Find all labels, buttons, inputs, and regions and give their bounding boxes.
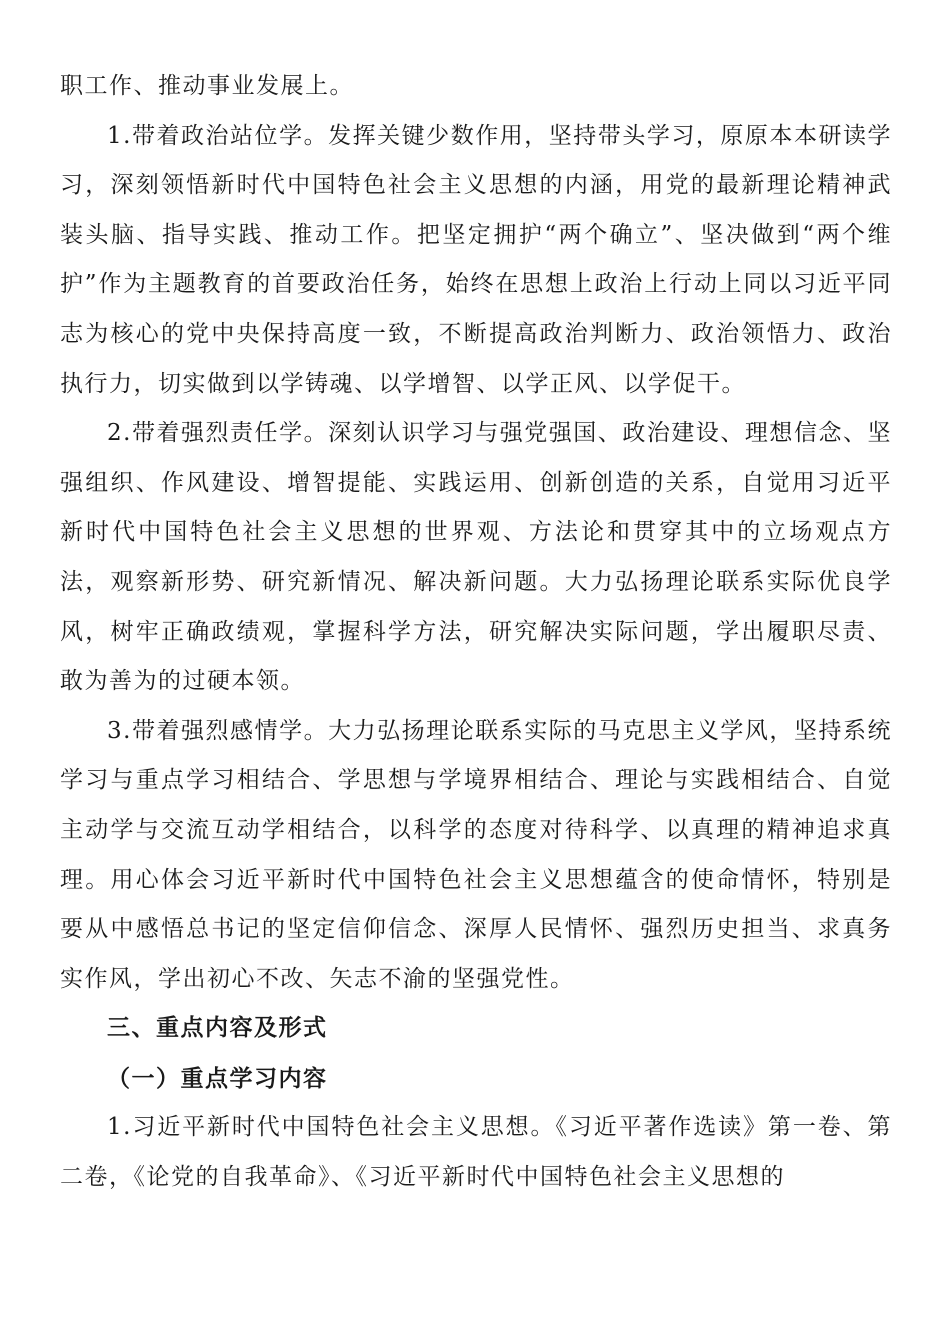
document-page bbox=[60, 62, 892, 1203]
paragraph-item-3: 3.带着强烈感情学。大力弘扬理论联系实际的马克思主义学风，坚持系统学习与重点学习相结合、学思想与学境界相结合、理论与实践相结合、自觉主动学与交流互动学相结合，以科学的态度对待科学、以真理的精神追求真理。用心体会习近平新时代中国特色社会主义思想蕴含的使命情怀，特别是要从中感悟总书记的坚定信仰信念、深厚人民情怀、强烈历史担当、求真务实作风，学出初心不改、矢志不渝的坚强党性。 bbox=[60, 717, 892, 992]
paragraph-item-1: 1.带着政治站位学。发挥关键少数作用，坚持带头学习，原原本本研读学习，深刻领悟新时代中国特色社会主义思想的内涵，用党的最新理论精神武装头脑、指导实践、推动工作。把坚定拥护“两个确立”、坚决做到“两个维护”作为主题教育的首要政治任务，始终在思想上政治上行动上同以习近平同志为核心的党中央保持高度一致，不断提高政治判断力、政治领悟力、政治执行力，切实做到以学铸魂、以学增智、以学正风、以学促干。 bbox=[60, 122, 892, 397]
paragraph-continuation: 职工作、推动事业发展上。 bbox=[60, 73, 354, 99]
paragraph-item-2: 2.带着强烈责任学。深刻认识学习与强党强国、政治建设、理想信念、坚强组织、作风建设、增智提能、实践运用、创新创造的关系，自觉用习近平新时代中国特色社会主义思想的世界观、方法论和贯穿其中的立场观点方法，观察新形势、研究新情况、解决新问题。大力弘扬理论联系实际优良学风，树牢正确政绩观，掌握科学方法，研究解决实际问题，学出履职尽责、敢为善为的过硬本领。 bbox=[60, 420, 892, 695]
subsection-heading: （一）重点学习内容 bbox=[107, 1064, 328, 1092]
paragraph-study-content-1: 1.习近平新时代中国特色社会主义思想。《习近平著作选读》第一卷、第二卷，《论党的自我革命》、《习近平新时代中国特色社会主义思想的 bbox=[60, 1114, 892, 1191]
section-heading: 三、重点内容及形式 bbox=[107, 1015, 328, 1042]
